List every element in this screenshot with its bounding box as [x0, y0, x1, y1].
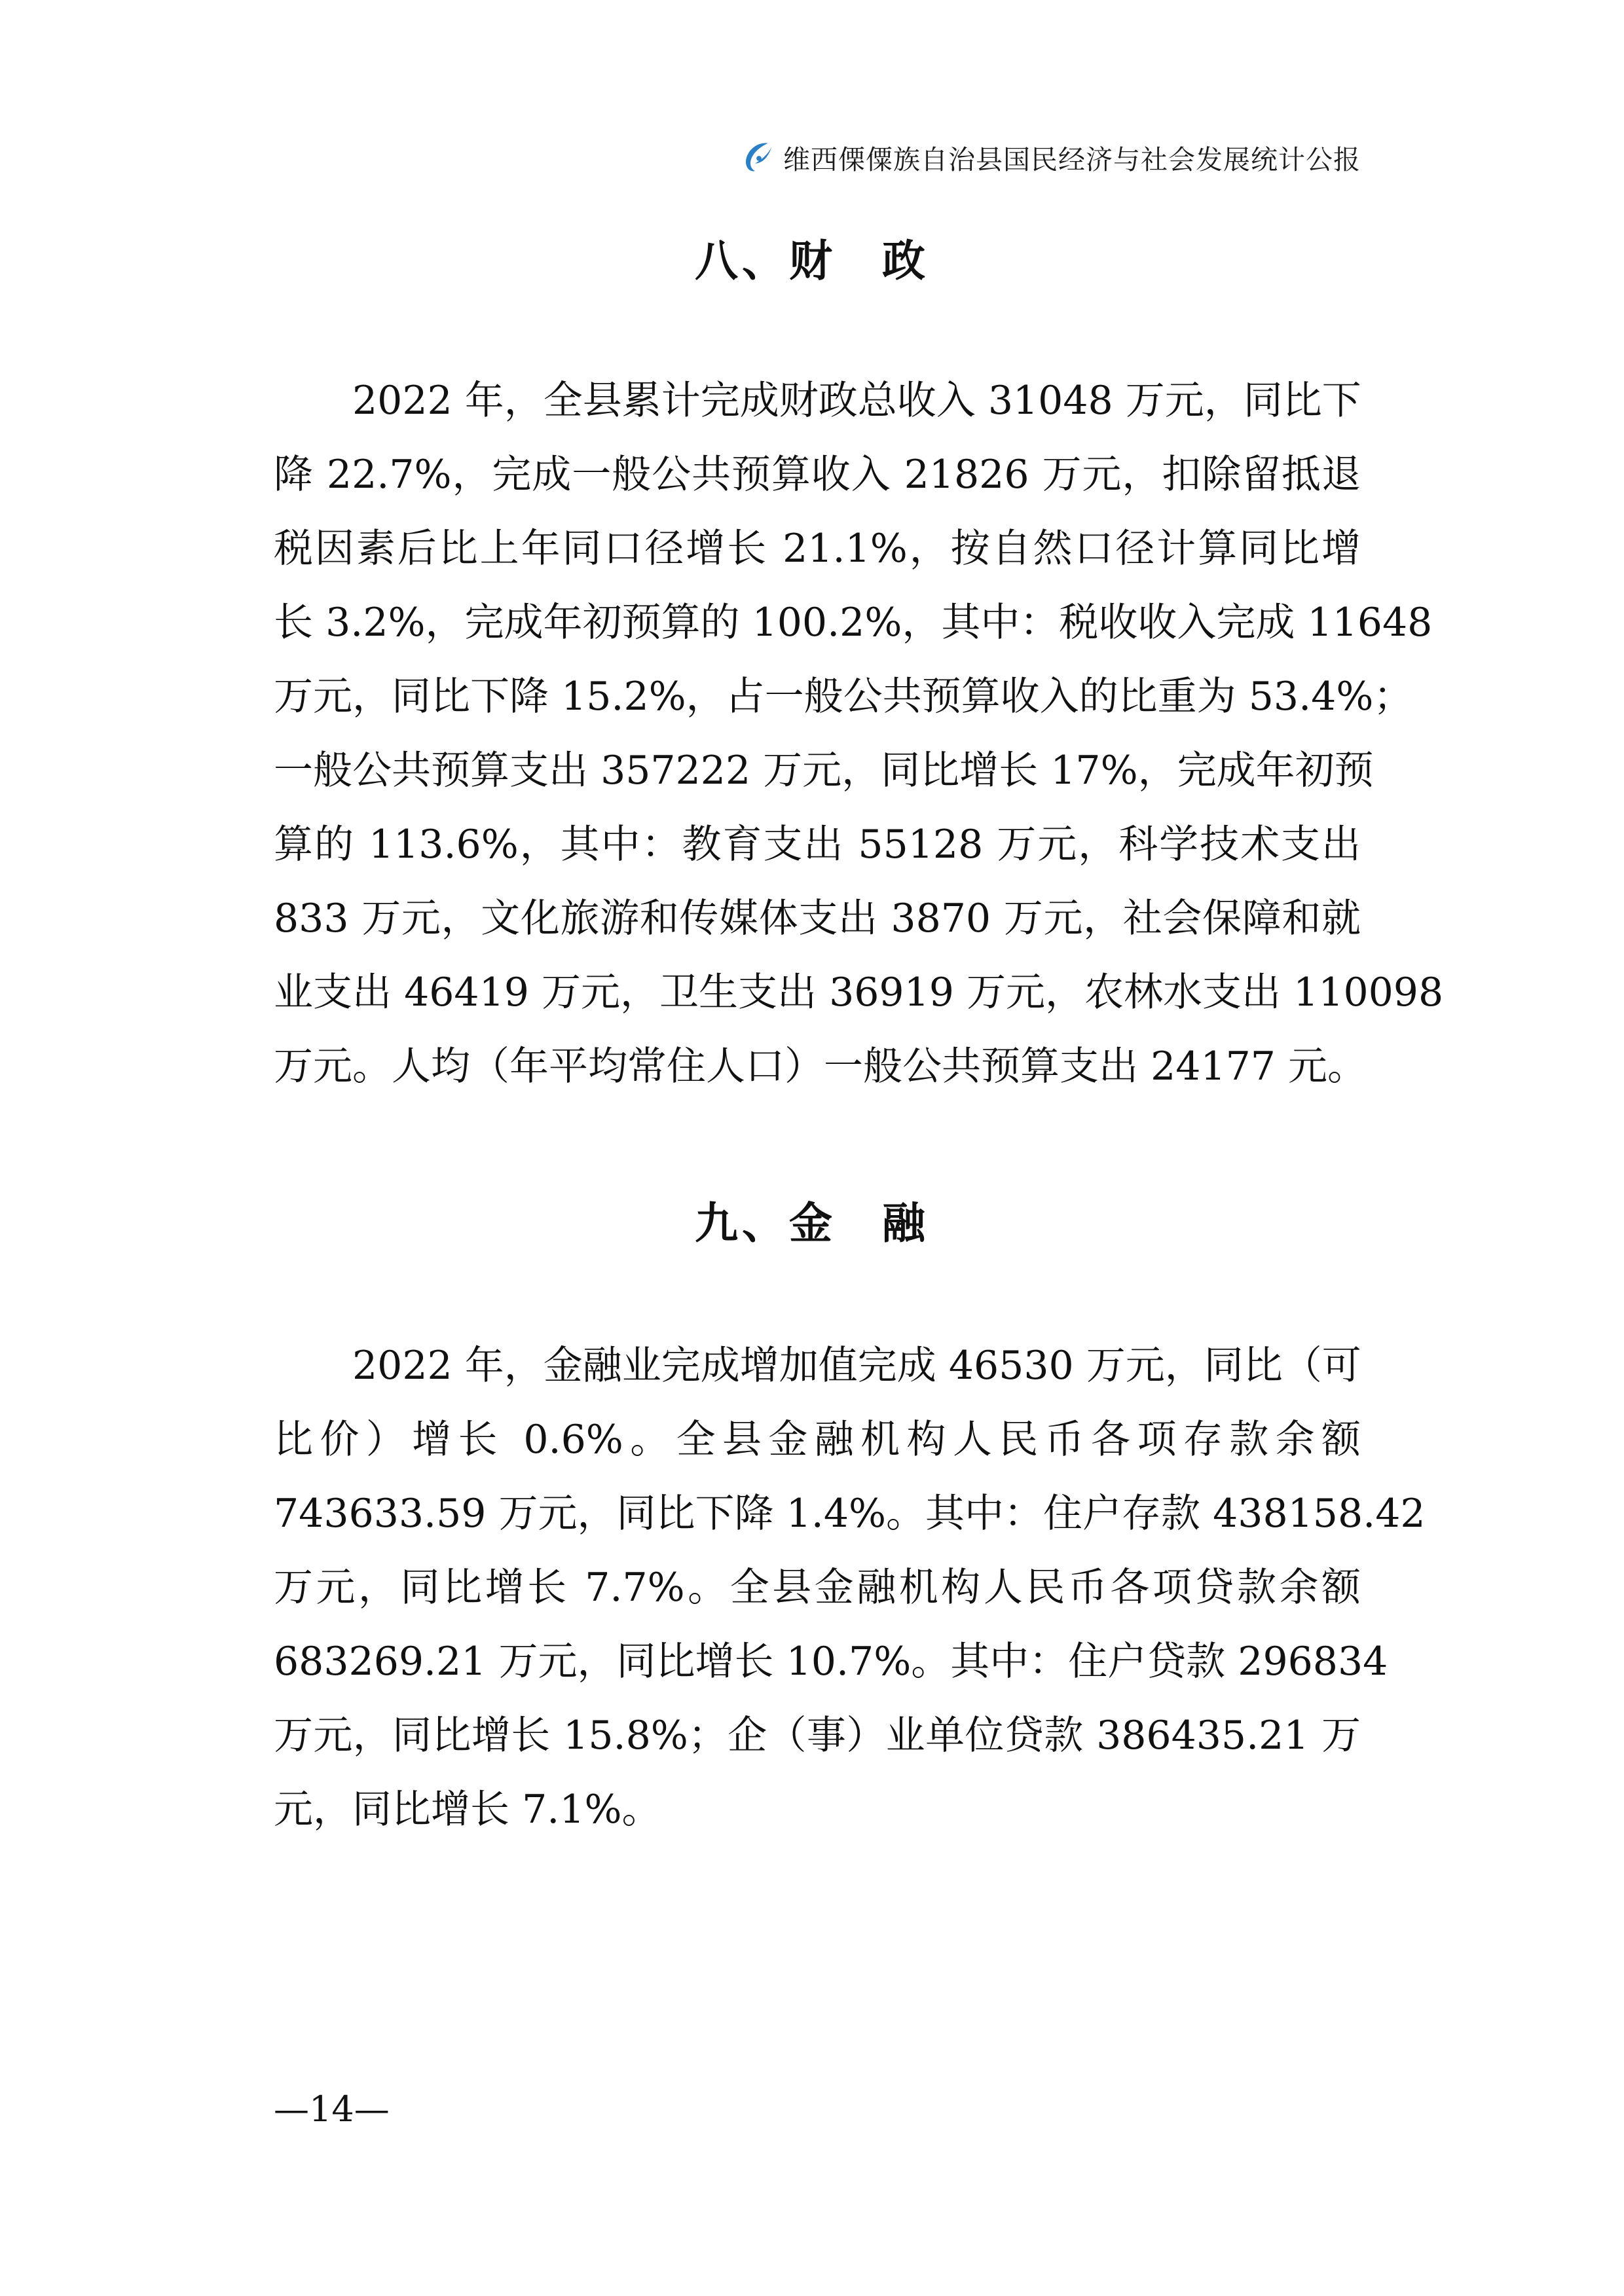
paragraph-line: 降 22.7%，完成一般公共预算收入 21826 万元，扣除留抵退 — [274, 452, 1361, 498]
paragraph-line: 743633.59 万元，同比下降 1.4%。其中：住户存款 438158.42 — [274, 1491, 1426, 1537]
paragraph-line: 长 3.2%，完成年初预算的 100.2%，其中：税收收入完成 11648 — [274, 600, 1433, 646]
banking-paragraph — [274, 1329, 1426, 1847]
section-title-banking-part1: 九、金 — [695, 1198, 836, 1248]
paragraph-line: 万元，同比下降 15.2%，占一般公共预算收入的比重为 53.4%； — [274, 674, 1413, 720]
finance-paragraph — [274, 364, 1444, 1104]
paragraph-line: 业支出 46419 万元，卫生支出 36919 万元，农林水支出 110098 — [274, 970, 1444, 1015]
paragraph-line: 833 万元，文化旅游和传媒体支出 3870 万元，社会保障和就 — [274, 896, 1361, 941]
report-logo-icon — [740, 138, 778, 176]
paragraph-line: 万元，同比增长 7.7%。全县金融机构人民币各项贷款余额 — [274, 1565, 1361, 1611]
paragraph-line: 2022 年，金融业完成增加值完成 46530 万元，同比（可 — [352, 1343, 1361, 1389]
paragraph-line: 万元，同比增长 15.8%；企（事）业单位贷款 386435.21 万 — [274, 1713, 1361, 1758]
paragraph-line: 比价）增长 0.6%。全县金融机构人民币各项存款余额 — [274, 1417, 1361, 1463]
paragraph-line: 万元。人均（年平均常住人口）一般公共预算支出 24177 元。 — [274, 1044, 1367, 1089]
section-title-banking — [0, 1188, 1624, 1250]
section-title-banking-part2: 融 — [882, 1198, 929, 1248]
section-title-finance — [0, 226, 1624, 288]
paragraph-line: 2022 年，全县累计完成财政总收入 31048 万元，同比下 — [352, 378, 1361, 424]
page-header — [740, 131, 1361, 183]
paragraph-line: 元，同比增长 7.1%。 — [274, 1787, 661, 1832]
section-title-finance-part1: 八、财 — [695, 236, 836, 286]
paragraph-line: 一般公共预算支出 357222 万元，同比增长 17%，完成年初预 — [274, 748, 1374, 793]
section-title-finance-part2: 政 — [882, 236, 929, 286]
report-title: 维西傈僳族自治县国民经济与社会发展统计公报 — [783, 143, 1361, 175]
paragraph-line: 683269.21 万元，同比增长 10.7%。其中：住户贷款 296834 — [274, 1639, 1388, 1685]
page-number: —14— — [274, 2088, 390, 2130]
paragraph-line: 算的 113.6%，其中：教育支出 55128 万元，科学技术支出 — [274, 822, 1361, 867]
paragraph-line: 税因素后比上年同口径增长 21.1%，按自然口径计算同比增 — [274, 526, 1361, 572]
